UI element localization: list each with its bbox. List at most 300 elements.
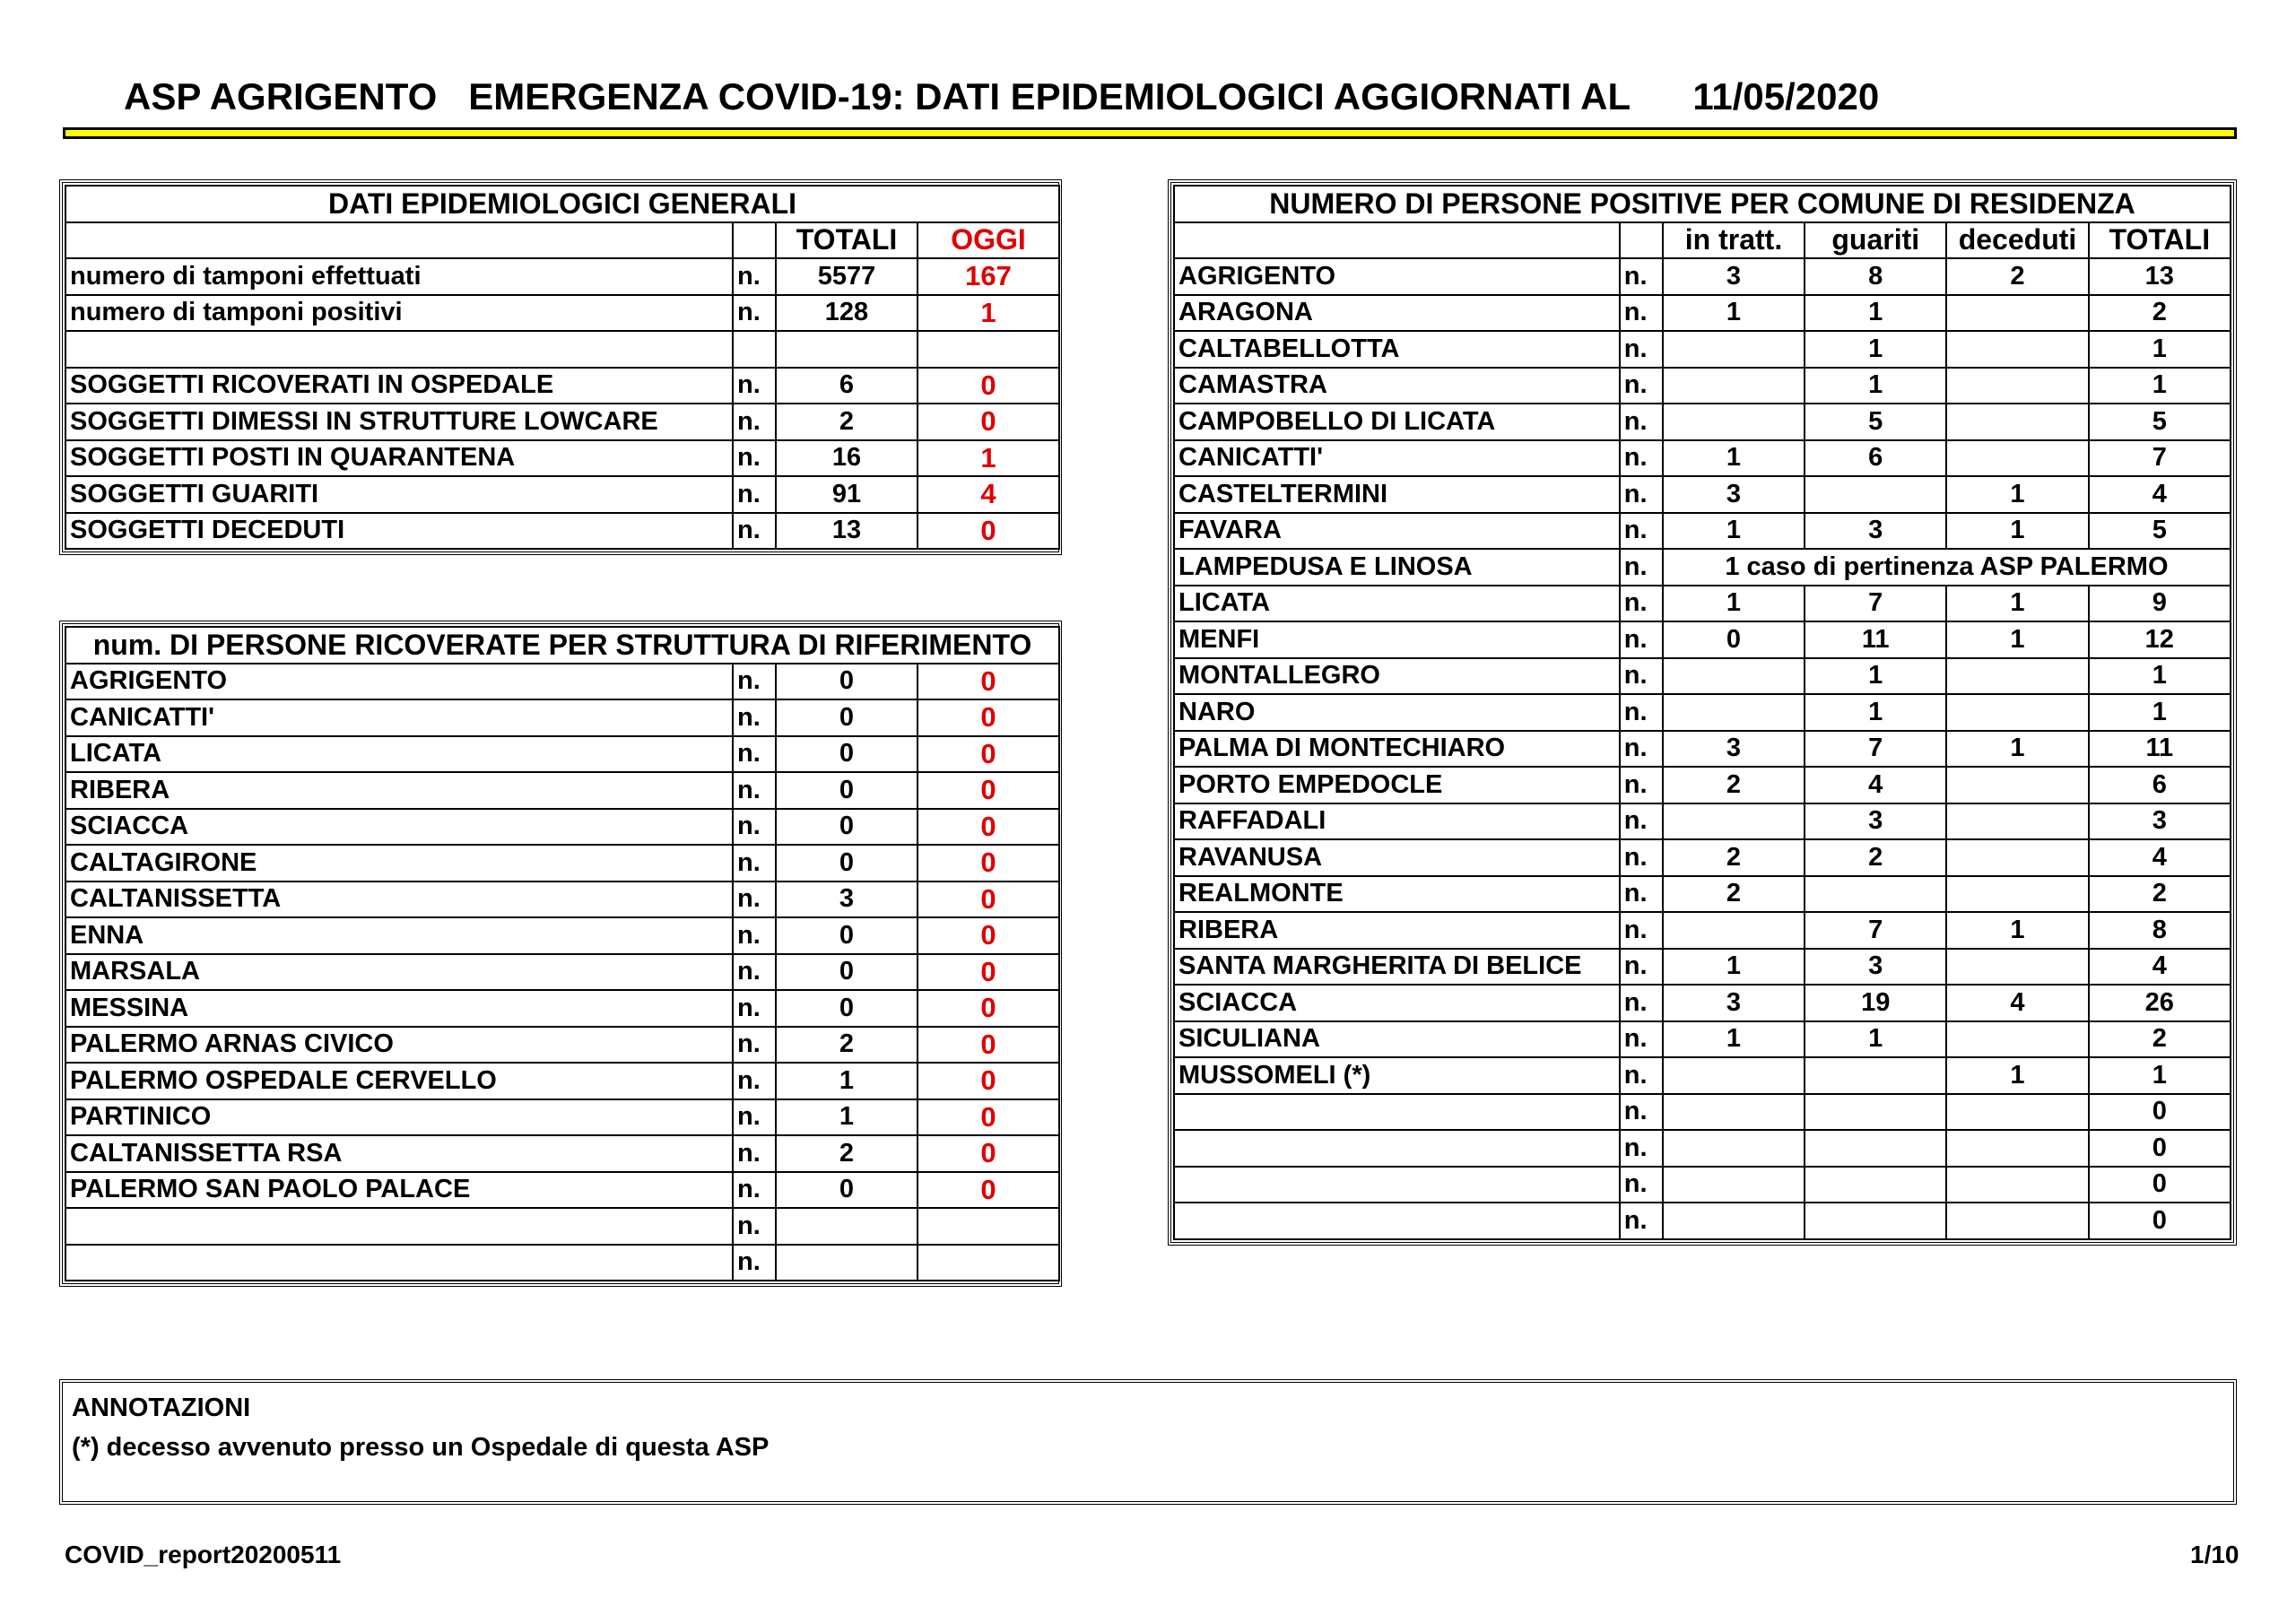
cell-in-tratt <box>1663 1203 1805 1239</box>
cell-in-tratt <box>1663 368 1805 404</box>
row-unit: n. <box>1620 1057 1663 1094</box>
annotations-box <box>59 1379 2237 1505</box>
cell-guariti: 3 <box>1805 513 1946 550</box>
row-totali: 6 <box>776 368 918 404</box>
cell-deceduti <box>1946 839 2088 876</box>
table-row <box>65 1245 1059 1281</box>
page-title: ASP AGRIGENTO EMERGENZA COVID-19: DATI EPIDEMIOLOGICI AGGIORNATI AL 11/05/2020 <box>124 75 1880 117</box>
row-unit: n. <box>1620 404 1663 440</box>
cell-totali: 1 <box>2089 368 2231 404</box>
cell-deceduti <box>1946 767 2088 803</box>
row-label: SOGGETTI GUARITI <box>65 476 733 513</box>
municipality-name: RAFFADALI <box>1174 803 1620 840</box>
cell-totali: 5 <box>2089 513 2231 550</box>
municipality-name: SANTA MARGHERITA DI BELICE <box>1174 949 1620 986</box>
row-label: numero di tamponi positivi <box>65 295 733 332</box>
table-row <box>1174 912 2231 949</box>
municipality-name: REALMONTE <box>1174 876 1620 913</box>
row-totali: 0 <box>776 699 918 736</box>
cell-totali: 2 <box>2089 295 2231 332</box>
row-label: CALTANISSETTA RSA <box>65 1135 733 1172</box>
municipality-table <box>1168 179 2237 1246</box>
row-totali: 2 <box>776 1027 918 1064</box>
row-unit: n. <box>733 1172 776 1209</box>
cell-in-tratt <box>1663 1130 1805 1167</box>
table-row <box>65 258 1059 295</box>
table-row <box>1174 1203 2231 1239</box>
table-row <box>65 368 1059 404</box>
cell-in-tratt <box>1663 331 1805 368</box>
cell-totali: 4 <box>2089 839 2231 876</box>
cell-guariti: 1 <box>1805 694 1946 731</box>
report-name: COVID_report20200511 <box>65 1541 342 1568</box>
municipality-name: FAVARA <box>1174 513 1620 550</box>
cell-in-tratt: 1 <box>1663 513 1805 550</box>
municipality-name: AGRIGENTO <box>1174 258 1620 295</box>
row-totali <box>776 1245 918 1281</box>
table-row <box>65 331 1059 368</box>
row-oggi <box>918 1208 1059 1245</box>
cell-deceduti <box>1946 440 2088 477</box>
row-unit: n. <box>733 513 776 550</box>
cell-guariti: 4 <box>1805 767 1946 803</box>
cell-guariti <box>1805 476 1946 513</box>
row-totali: 0 <box>776 954 918 991</box>
row-unit: n. <box>1620 985 1663 1021</box>
cell-in-tratt: 3 <box>1663 258 1805 295</box>
cell-totali: 7 <box>2089 440 2231 477</box>
row-unit: n. <box>733 736 776 773</box>
row-unit: n. <box>733 368 776 404</box>
row-totali: 0 <box>776 845 918 881</box>
table-row <box>1174 694 2231 731</box>
row-oggi: 0 <box>918 699 1059 736</box>
table-row <box>1174 258 2231 295</box>
municipality-name <box>1174 1167 1620 1203</box>
cell-deceduti: 1 <box>1946 912 2088 949</box>
cell-guariti: 1 <box>1805 331 1946 368</box>
row-unit: n. <box>1620 767 1663 803</box>
municipality-name: SICULIANA <box>1174 1021 1620 1058</box>
municipality-table-title: NUMERO DI PERSONE POSITIVE PER COMUNE DI RESIDENZA <box>1174 186 2231 222</box>
hospital-table <box>59 621 1062 1287</box>
title-underline <box>63 127 2237 139</box>
row-label: numero di tamponi effettuati <box>65 258 733 295</box>
col-header-totali: TOTALI <box>2089 222 2231 259</box>
cell-in-tratt: 1 <box>1663 440 1805 477</box>
cell-guariti: 2 <box>1805 839 1946 876</box>
row-unit: n. <box>1620 949 1663 986</box>
cell-totali: 6 <box>2089 767 2231 803</box>
cell-in-tratt: 3 <box>1663 476 1805 513</box>
row-label: SOGGETTI POSTI IN QUARANTENA <box>65 440 733 477</box>
cell-totali: 1 <box>2089 658 2231 695</box>
cell-in-tratt <box>1663 1094 1805 1131</box>
table-row <box>1174 839 2231 876</box>
municipality-name <box>1174 1203 1620 1239</box>
row-oggi: 167 <box>918 258 1059 295</box>
row-totali <box>776 331 918 368</box>
row-label: ENNA <box>65 917 733 954</box>
row-oggi: 0 <box>918 404 1059 440</box>
row-oggi: 0 <box>918 881 1059 918</box>
table-row <box>65 845 1059 881</box>
cell-deceduti <box>1946 803 2088 840</box>
row-label: MARSALA <box>65 954 733 991</box>
cell-in-tratt <box>1663 404 1805 440</box>
cell-deceduti: 1 <box>1946 621 2088 658</box>
row-unit: n. <box>1620 1094 1663 1131</box>
cell-totali: 13 <box>2089 258 2231 295</box>
row-label: SCIACCA <box>65 809 733 846</box>
cell-in-tratt: 1 <box>1663 949 1805 986</box>
cell-deceduti <box>1946 331 2088 368</box>
col-header-deceduti: deceduti <box>1946 222 2088 259</box>
cell-deceduti: 4 <box>1946 985 2088 1021</box>
cell-guariti: 3 <box>1805 803 1946 840</box>
table-row <box>1174 586 2231 622</box>
row-unit: n. <box>1620 621 1663 658</box>
row-label: CALTAGIRONE <box>65 845 733 881</box>
table-row <box>1174 876 2231 913</box>
cell-in-tratt: 0 <box>1663 621 1805 658</box>
cell-deceduti <box>1946 1167 2088 1203</box>
row-unit: n. <box>1620 440 1663 477</box>
row-unit: n. <box>1620 1021 1663 1058</box>
table-row <box>1174 949 2231 986</box>
row-unit: n. <box>1620 331 1663 368</box>
cell-deceduti <box>1946 1203 2088 1239</box>
col-header-totali: TOTALI <box>776 222 918 259</box>
table-row <box>1174 767 2231 803</box>
row-label: SOGGETTI DECEDUTI <box>65 513 733 550</box>
cell-totali: 0 <box>2089 1130 2231 1167</box>
table-row <box>65 295 1059 332</box>
row-unit: n. <box>733 664 776 700</box>
row-unit: n. <box>733 917 776 954</box>
table-row <box>1174 803 2231 840</box>
cell-in-tratt: 1 <box>1663 295 1805 332</box>
row-unit: n. <box>733 1245 776 1281</box>
row-oggi: 0 <box>918 368 1059 404</box>
cell-guariti: 1 <box>1805 658 1946 695</box>
cell-totali: 0 <box>2089 1167 2231 1203</box>
cell-guariti <box>1805 1203 1946 1239</box>
cell-guariti: 7 <box>1805 586 1946 622</box>
general-data-table <box>59 179 1062 555</box>
row-unit: n. <box>733 476 776 513</box>
page-number: 1/10 <box>2190 1541 2239 1568</box>
table-row <box>1174 1094 2231 1131</box>
cell-guariti: 3 <box>1805 949 1946 986</box>
row-unit: n. <box>733 1135 776 1172</box>
cell-totali: 3 <box>2089 803 2231 840</box>
cell-guariti <box>1805 876 1946 913</box>
municipality-name: MENFI <box>1174 621 1620 658</box>
hospital-table-title: num. DI PERSONE RICOVERATE PER STRUTTURA DI RIFERIMENTO <box>65 627 1059 664</box>
table-row <box>1174 731 2231 768</box>
municipality-name: MUSSOMELI (*) <box>1174 1057 1620 1094</box>
cell-in-tratt: 3 <box>1663 731 1805 768</box>
row-unit: n. <box>733 809 776 846</box>
row-unit: n. <box>733 881 776 918</box>
cell-in-tratt <box>1663 803 1805 840</box>
cell-guariti <box>1805 1130 1946 1167</box>
table-row <box>65 1027 1059 1064</box>
municipality-name: NARO <box>1174 694 1620 731</box>
row-unit: n. <box>733 440 776 477</box>
table-row <box>65 917 1059 954</box>
cell-totali: 0 <box>2089 1203 2231 1239</box>
table-row <box>1174 549 2231 586</box>
row-label <box>65 331 733 368</box>
table-row <box>1174 513 2231 550</box>
table-row <box>1174 985 2231 1021</box>
cell-guariti: 1 <box>1805 368 1946 404</box>
row-totali: 13 <box>776 513 918 550</box>
row-totali <box>776 1208 918 1245</box>
table-row <box>65 736 1059 773</box>
row-label: RIBERA <box>65 772 733 809</box>
row-unit: n. <box>733 772 776 809</box>
row-oggi: 0 <box>918 1027 1059 1064</box>
row-unit: n. <box>1620 912 1663 949</box>
row-label: AGRIGENTO <box>65 664 733 700</box>
row-oggi <box>918 331 1059 368</box>
cell-deceduti <box>1946 295 2088 332</box>
table-row <box>65 772 1059 809</box>
table-row <box>65 881 1059 918</box>
table-row <box>65 1063 1059 1099</box>
row-oggi: 1 <box>918 440 1059 477</box>
cell-deceduti <box>1946 694 2088 731</box>
cell-guariti: 5 <box>1805 404 1946 440</box>
municipality-name: CANICATTI' <box>1174 440 1620 477</box>
table-row <box>1174 1057 2231 1094</box>
row-totali: 0 <box>776 917 918 954</box>
table-row <box>1174 621 2231 658</box>
cell-deceduti: 1 <box>1946 476 2088 513</box>
cell-totali: 4 <box>2089 476 2231 513</box>
cell-guariti: 11 <box>1805 621 1946 658</box>
row-oggi: 0 <box>918 513 1059 550</box>
row-label: SOGGETTI RICOVERATI IN OSPEDALE <box>65 368 733 404</box>
row-totali: 0 <box>776 664 918 700</box>
row-unit: n. <box>733 845 776 881</box>
row-totali: 5577 <box>776 258 918 295</box>
row-totali: 0 <box>776 772 918 809</box>
municipality-name: CALTABELLOTTA <box>1174 331 1620 368</box>
row-label: SOGGETTI DIMESSI IN STRUTTURE LOWCARE <box>65 404 733 440</box>
cell-deceduti: 1 <box>1946 586 2088 622</box>
cell-in-tratt: 1 <box>1663 586 1805 622</box>
row-unit: n. <box>1620 368 1663 404</box>
row-oggi: 0 <box>918 1172 1059 1209</box>
table-row <box>1174 440 2231 477</box>
cell-deceduti: 1 <box>1946 1057 2088 1094</box>
row-unit: n. <box>733 1099 776 1136</box>
row-label: CALTANISSETTA <box>65 881 733 918</box>
row-unit: n. <box>733 258 776 295</box>
table-row <box>1174 331 2231 368</box>
cell-totali: 2 <box>2089 876 2231 913</box>
row-totali: 1 <box>776 1063 918 1099</box>
row-oggi: 0 <box>918 954 1059 991</box>
cell-in-tratt: 3 <box>1663 985 1805 1021</box>
row-unit: n. <box>733 404 776 440</box>
cell-guariti <box>1805 1057 1946 1094</box>
table-row <box>65 1172 1059 1209</box>
table-row <box>1174 658 2231 695</box>
municipality-name: PALMA DI MONTECHIARO <box>1174 731 1620 768</box>
row-totali: 2 <box>776 1135 918 1172</box>
row-unit: n. <box>1620 1167 1663 1203</box>
annotations-title: ANNOTAZIONI <box>72 1394 251 1422</box>
row-unit: n. <box>1620 658 1663 695</box>
cell-guariti: 8 <box>1805 258 1946 295</box>
row-totali: 3 <box>776 881 918 918</box>
cell-guariti <box>1805 1167 1946 1203</box>
row-oggi: 1 <box>918 295 1059 332</box>
row-label: PARTINICO <box>65 1099 733 1136</box>
cell-guariti: 1 <box>1805 1021 1946 1058</box>
cell-deceduti <box>1946 658 2088 695</box>
cell-deceduti <box>1946 1130 2088 1167</box>
cell-totali: 12 <box>2089 621 2231 658</box>
row-unit: n. <box>1620 586 1663 622</box>
row-label: PALERMO OSPEDALE CERVELLO <box>65 1063 733 1099</box>
row-unit: n. <box>1620 694 1663 731</box>
cell-in-tratt: 1 <box>1663 1021 1805 1058</box>
municipality-name: CAMASTRA <box>1174 368 1620 404</box>
cell-in-tratt: 2 <box>1663 839 1805 876</box>
table-row <box>65 513 1059 550</box>
table-row <box>65 1099 1059 1136</box>
lampedusa-note: 1 caso di pertinenza ASP PALERMO <box>1663 549 2231 586</box>
municipality-name: PORTO EMPEDOCLE <box>1174 767 1620 803</box>
row-oggi: 0 <box>918 736 1059 773</box>
table-row <box>65 476 1059 513</box>
table-row <box>1174 368 2231 404</box>
table-row <box>65 1208 1059 1245</box>
cell-in-tratt: 2 <box>1663 876 1805 913</box>
cell-totali: 1 <box>2089 331 2231 368</box>
cell-deceduti <box>1946 368 2088 404</box>
cell-in-tratt <box>1663 1167 1805 1203</box>
row-label: MESSINA <box>65 990 733 1027</box>
annotations-text: (*) decesso avvenuto presso un Ospedale di questa ASP <box>72 1433 770 1462</box>
cell-deceduti <box>1946 1021 2088 1058</box>
row-oggi: 0 <box>918 917 1059 954</box>
cell-deceduti: 2 <box>1946 258 2088 295</box>
table-row <box>1174 476 2231 513</box>
row-oggi: 0 <box>918 772 1059 809</box>
cell-totali: 4 <box>2089 949 2231 986</box>
table-row <box>65 440 1059 477</box>
general-table-title: DATI EPIDEMIOLOGICI GENERALI <box>65 186 1059 222</box>
row-totali: 2 <box>776 404 918 440</box>
cell-deceduti <box>1946 1094 2088 1131</box>
cell-totali: 1 <box>2089 694 2231 731</box>
row-label: CANICATTI' <box>65 699 733 736</box>
row-totali: 1 <box>776 1099 918 1136</box>
row-unit: n. <box>733 1027 776 1064</box>
cell-deceduti: 1 <box>1946 731 2088 768</box>
row-label: PALERMO SAN PAOLO PALACE <box>65 1172 733 1209</box>
row-unit: n. <box>733 699 776 736</box>
table-row <box>1174 295 2231 332</box>
cell-totali: 0 <box>2089 1094 2231 1131</box>
table-row <box>65 664 1059 700</box>
municipality-name: MONTALLEGRO <box>1174 658 1620 695</box>
row-unit: n. <box>1620 295 1663 332</box>
municipality-name: CASTELTERMINI <box>1174 476 1620 513</box>
row-label: PALERMO ARNAS CIVICO <box>65 1027 733 1064</box>
row-oggi: 0 <box>918 990 1059 1027</box>
municipality-name: LICATA <box>1174 586 1620 622</box>
row-unit <box>733 331 776 368</box>
cell-deceduti <box>1946 404 2088 440</box>
cell-totali: 5 <box>2089 404 2231 440</box>
row-unit: n. <box>1620 513 1663 550</box>
cell-guariti: 19 <box>1805 985 1946 1021</box>
table-row <box>65 954 1059 991</box>
cell-deceduti: 1 <box>1946 513 2088 550</box>
row-totali: 0 <box>776 990 918 1027</box>
row-oggi: 0 <box>918 809 1059 846</box>
municipality-name: RAVANUSA <box>1174 839 1620 876</box>
table-row <box>1174 1021 2231 1058</box>
row-oggi: 4 <box>918 476 1059 513</box>
row-label: LICATA <box>65 736 733 773</box>
cell-in-tratt <box>1663 912 1805 949</box>
row-totali: 16 <box>776 440 918 477</box>
cell-totali: 8 <box>2089 912 2231 949</box>
cell-guariti: 1 <box>1805 295 1946 332</box>
table-row <box>1174 1130 2231 1167</box>
cell-guariti: 7 <box>1805 912 1946 949</box>
cell-guariti: 6 <box>1805 440 1946 477</box>
row-unit: n. <box>1620 476 1663 513</box>
row-unit: n. <box>1620 1130 1663 1167</box>
municipality-name <box>1174 1094 1620 1131</box>
row-totali: 128 <box>776 295 918 332</box>
row-unit: n. <box>733 1063 776 1099</box>
municipality-name: LAMPEDUSA E LINOSA <box>1174 549 1620 586</box>
table-row <box>65 990 1059 1027</box>
row-unit: n. <box>733 295 776 332</box>
cell-totali: 1 <box>2089 1057 2231 1094</box>
row-unit: n. <box>733 954 776 991</box>
cell-totali: 2 <box>2089 1021 2231 1058</box>
municipality-name: ARAGONA <box>1174 295 1620 332</box>
row-unit: n. <box>1620 876 1663 913</box>
cell-totali: 9 <box>2089 586 2231 622</box>
cell-in-tratt <box>1663 694 1805 731</box>
municipality-name: SCIACCA <box>1174 985 1620 1021</box>
row-unit: n. <box>1620 258 1663 295</box>
row-totali: 0 <box>776 1172 918 1209</box>
col-header-oggi: OGGI <box>918 222 1059 259</box>
row-unit: n. <box>733 1208 776 1245</box>
municipality-name: CAMPOBELLO DI LICATA <box>1174 404 1620 440</box>
row-unit: n. <box>1620 839 1663 876</box>
cell-in-tratt: 2 <box>1663 767 1805 803</box>
cell-in-tratt <box>1663 658 1805 695</box>
table-row <box>1174 1167 2231 1203</box>
row-unit: n. <box>1620 549 1663 586</box>
col-header-in-tratt: in tratt. <box>1663 222 1805 259</box>
